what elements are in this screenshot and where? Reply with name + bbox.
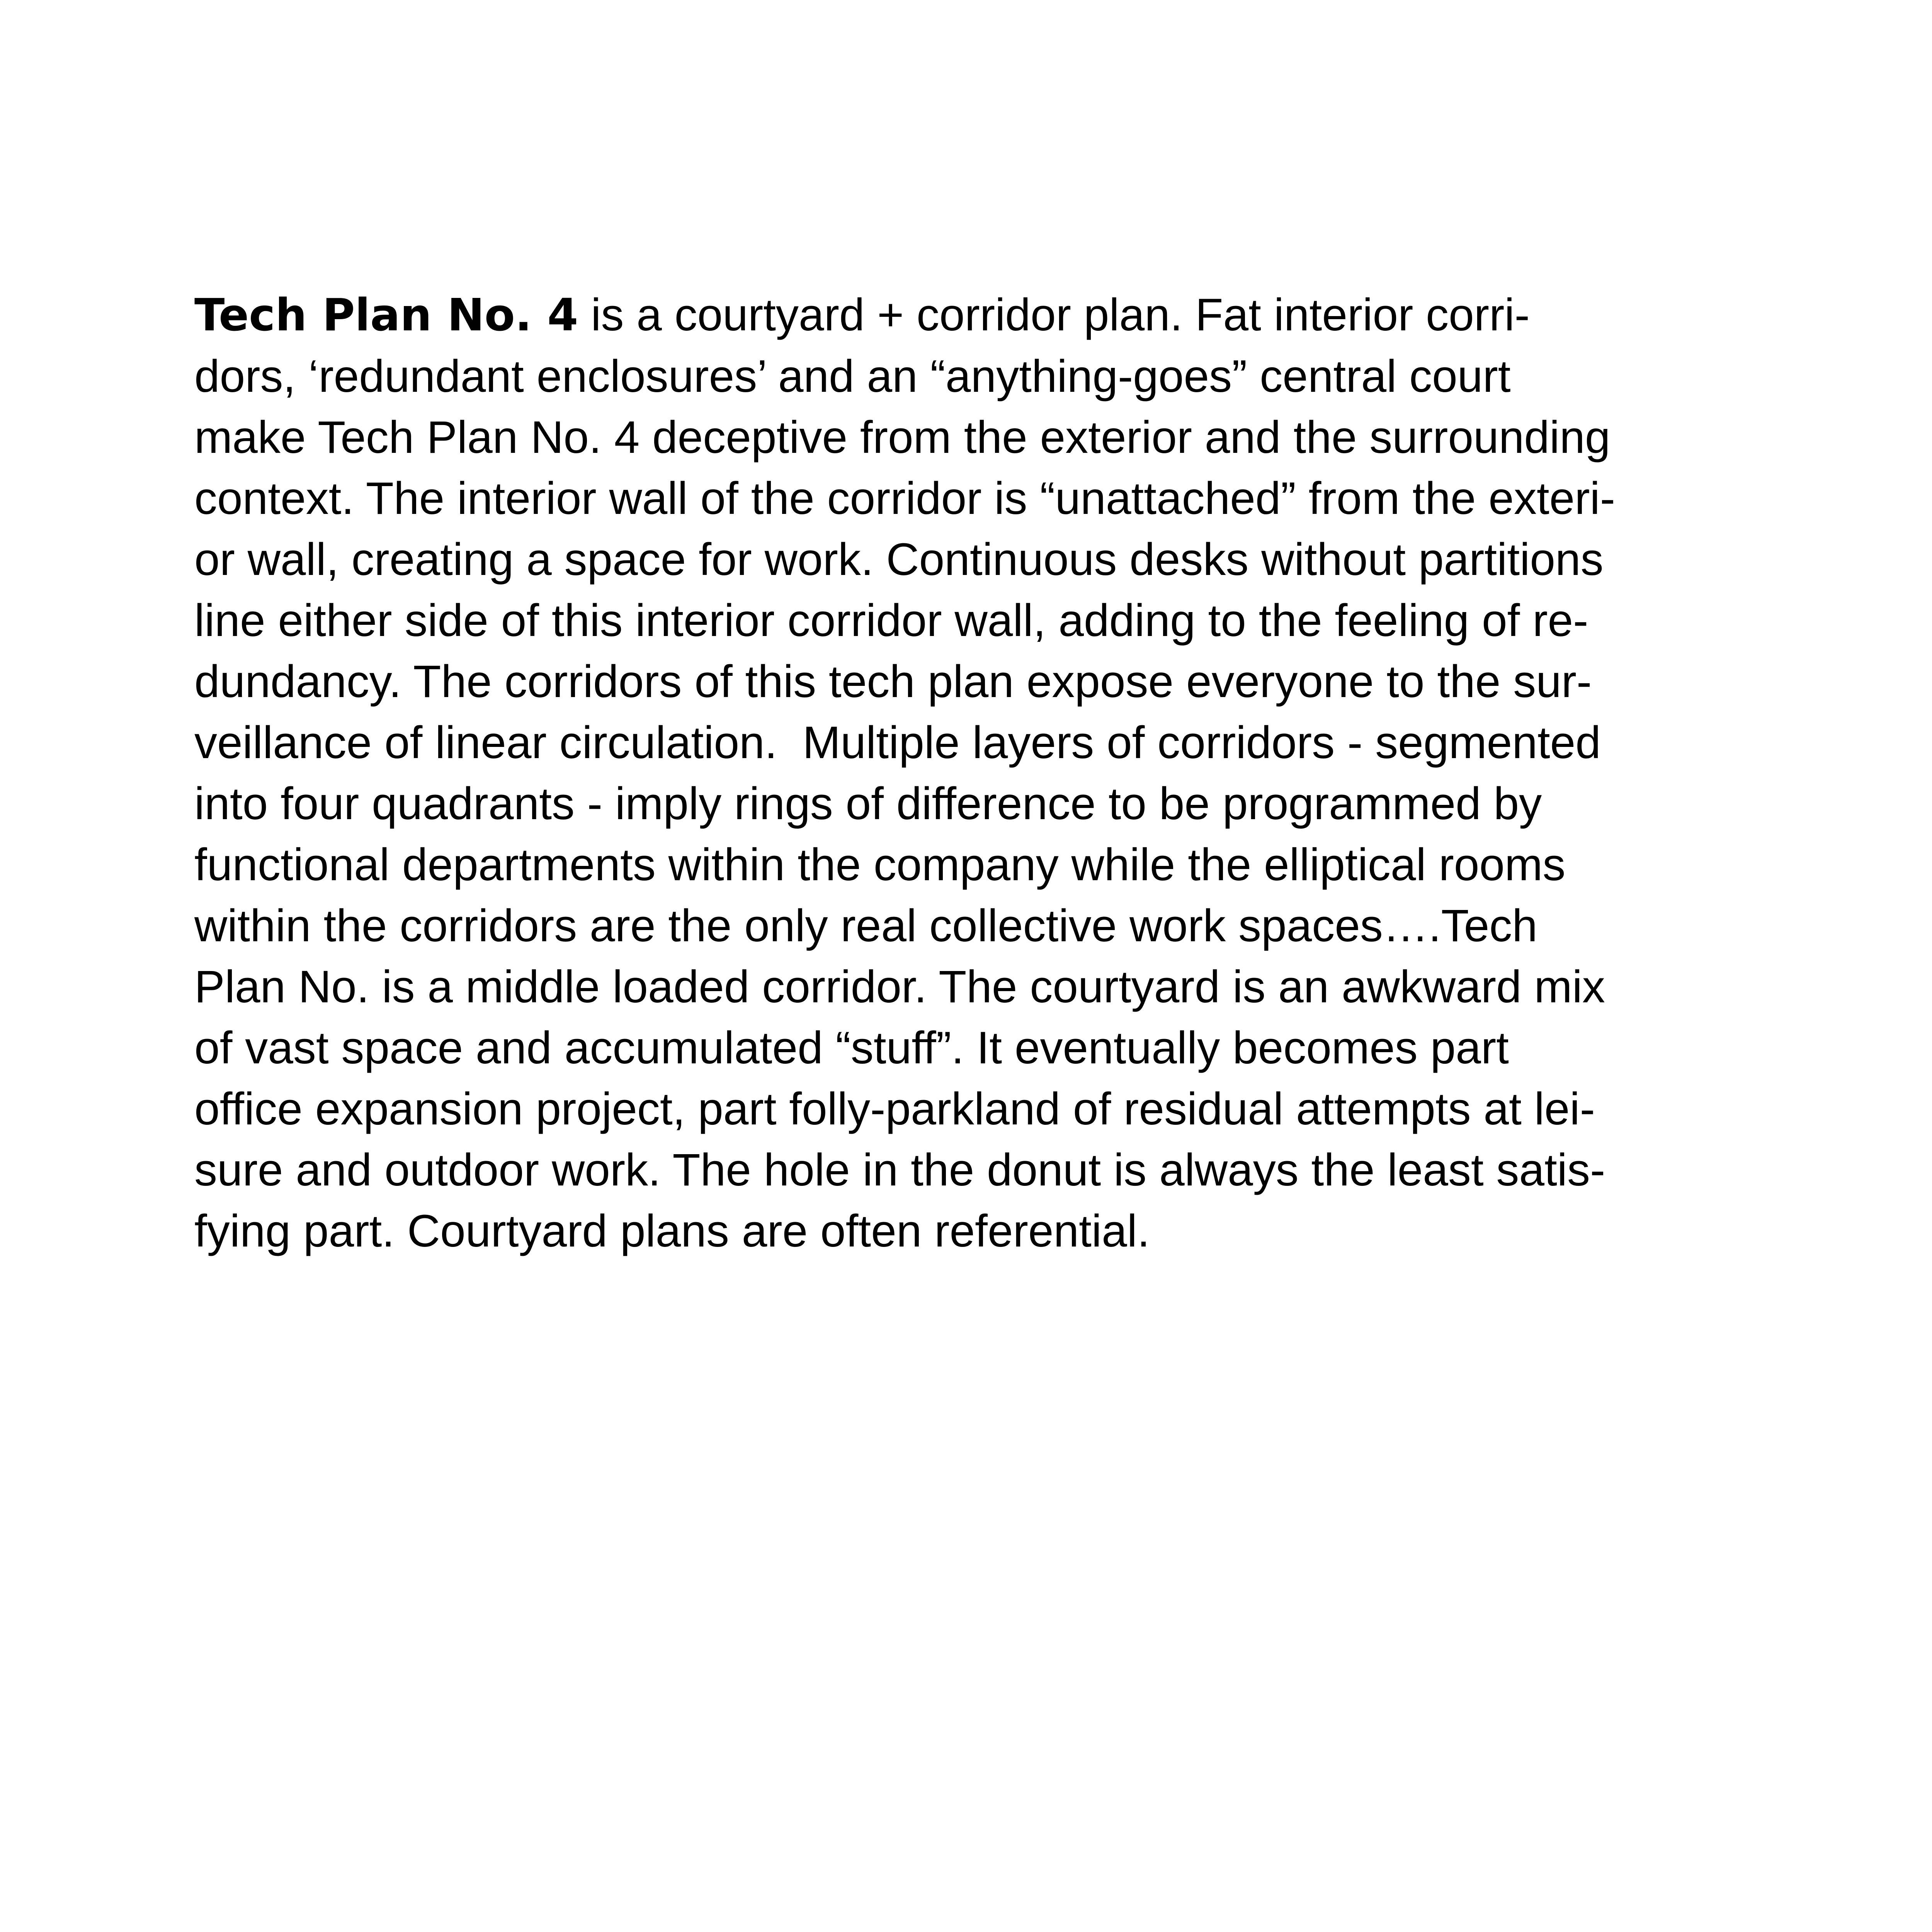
text-line-8: veillance of linear circulation. Multiple layers of corridors - segmented — [194, 717, 1601, 768]
text-line-13: of vast space and accumulated “stuff”. It eventually becomes part — [194, 1022, 1509, 1073]
text-line-14: office expansion project, part folly-parkland of residual attempts at lei- — [194, 1083, 1595, 1134]
text-line-7: dundancy. The corridors of this tech plan expose everyone to the sur- — [194, 656, 1592, 707]
text-line-11: within the corridors are the only real collective work spaces….Tech — [194, 900, 1537, 951]
text-line-10: functional departments within the company while the elliptical rooms — [194, 839, 1566, 890]
text-line-9: into four quadrants - imply rings of difference to be programmed by — [194, 778, 1542, 829]
body-paragraph — [194, 284, 1794, 1262]
document-title: Tech Plan No. 4 — [194, 289, 578, 341]
text-line-16: fying part. Courtyard plans are often referential. — [194, 1206, 1150, 1257]
text-line-1-rest: is a courtyard + corridor plan. Fat interior corri- — [578, 289, 1530, 340]
text-line-12: Plan No. is a middle loaded corridor. The courtyard is an awkward mix — [194, 961, 1605, 1012]
text-line-4: context. The interior wall of the corridor is “unattached” from the exteri- — [194, 473, 1616, 524]
text-line-3: make Tech Plan No. 4 deceptive from the exterior and the surrounding — [194, 412, 1611, 463]
text-line-2: dors, ‘redundant enclosures’ and an “anything-goes” central court — [194, 351, 1511, 402]
text-line-1 — [194, 284, 1794, 346]
text-line-15: sure and outdoor work. The hole in the donut is always the least satis- — [194, 1145, 1605, 1196]
text-line-5: or wall, creating a space for work. Continuous desks without partitions — [194, 534, 1604, 585]
text-line-6: line either side of this interior corridor wall, adding to the feeling of re- — [194, 595, 1588, 646]
